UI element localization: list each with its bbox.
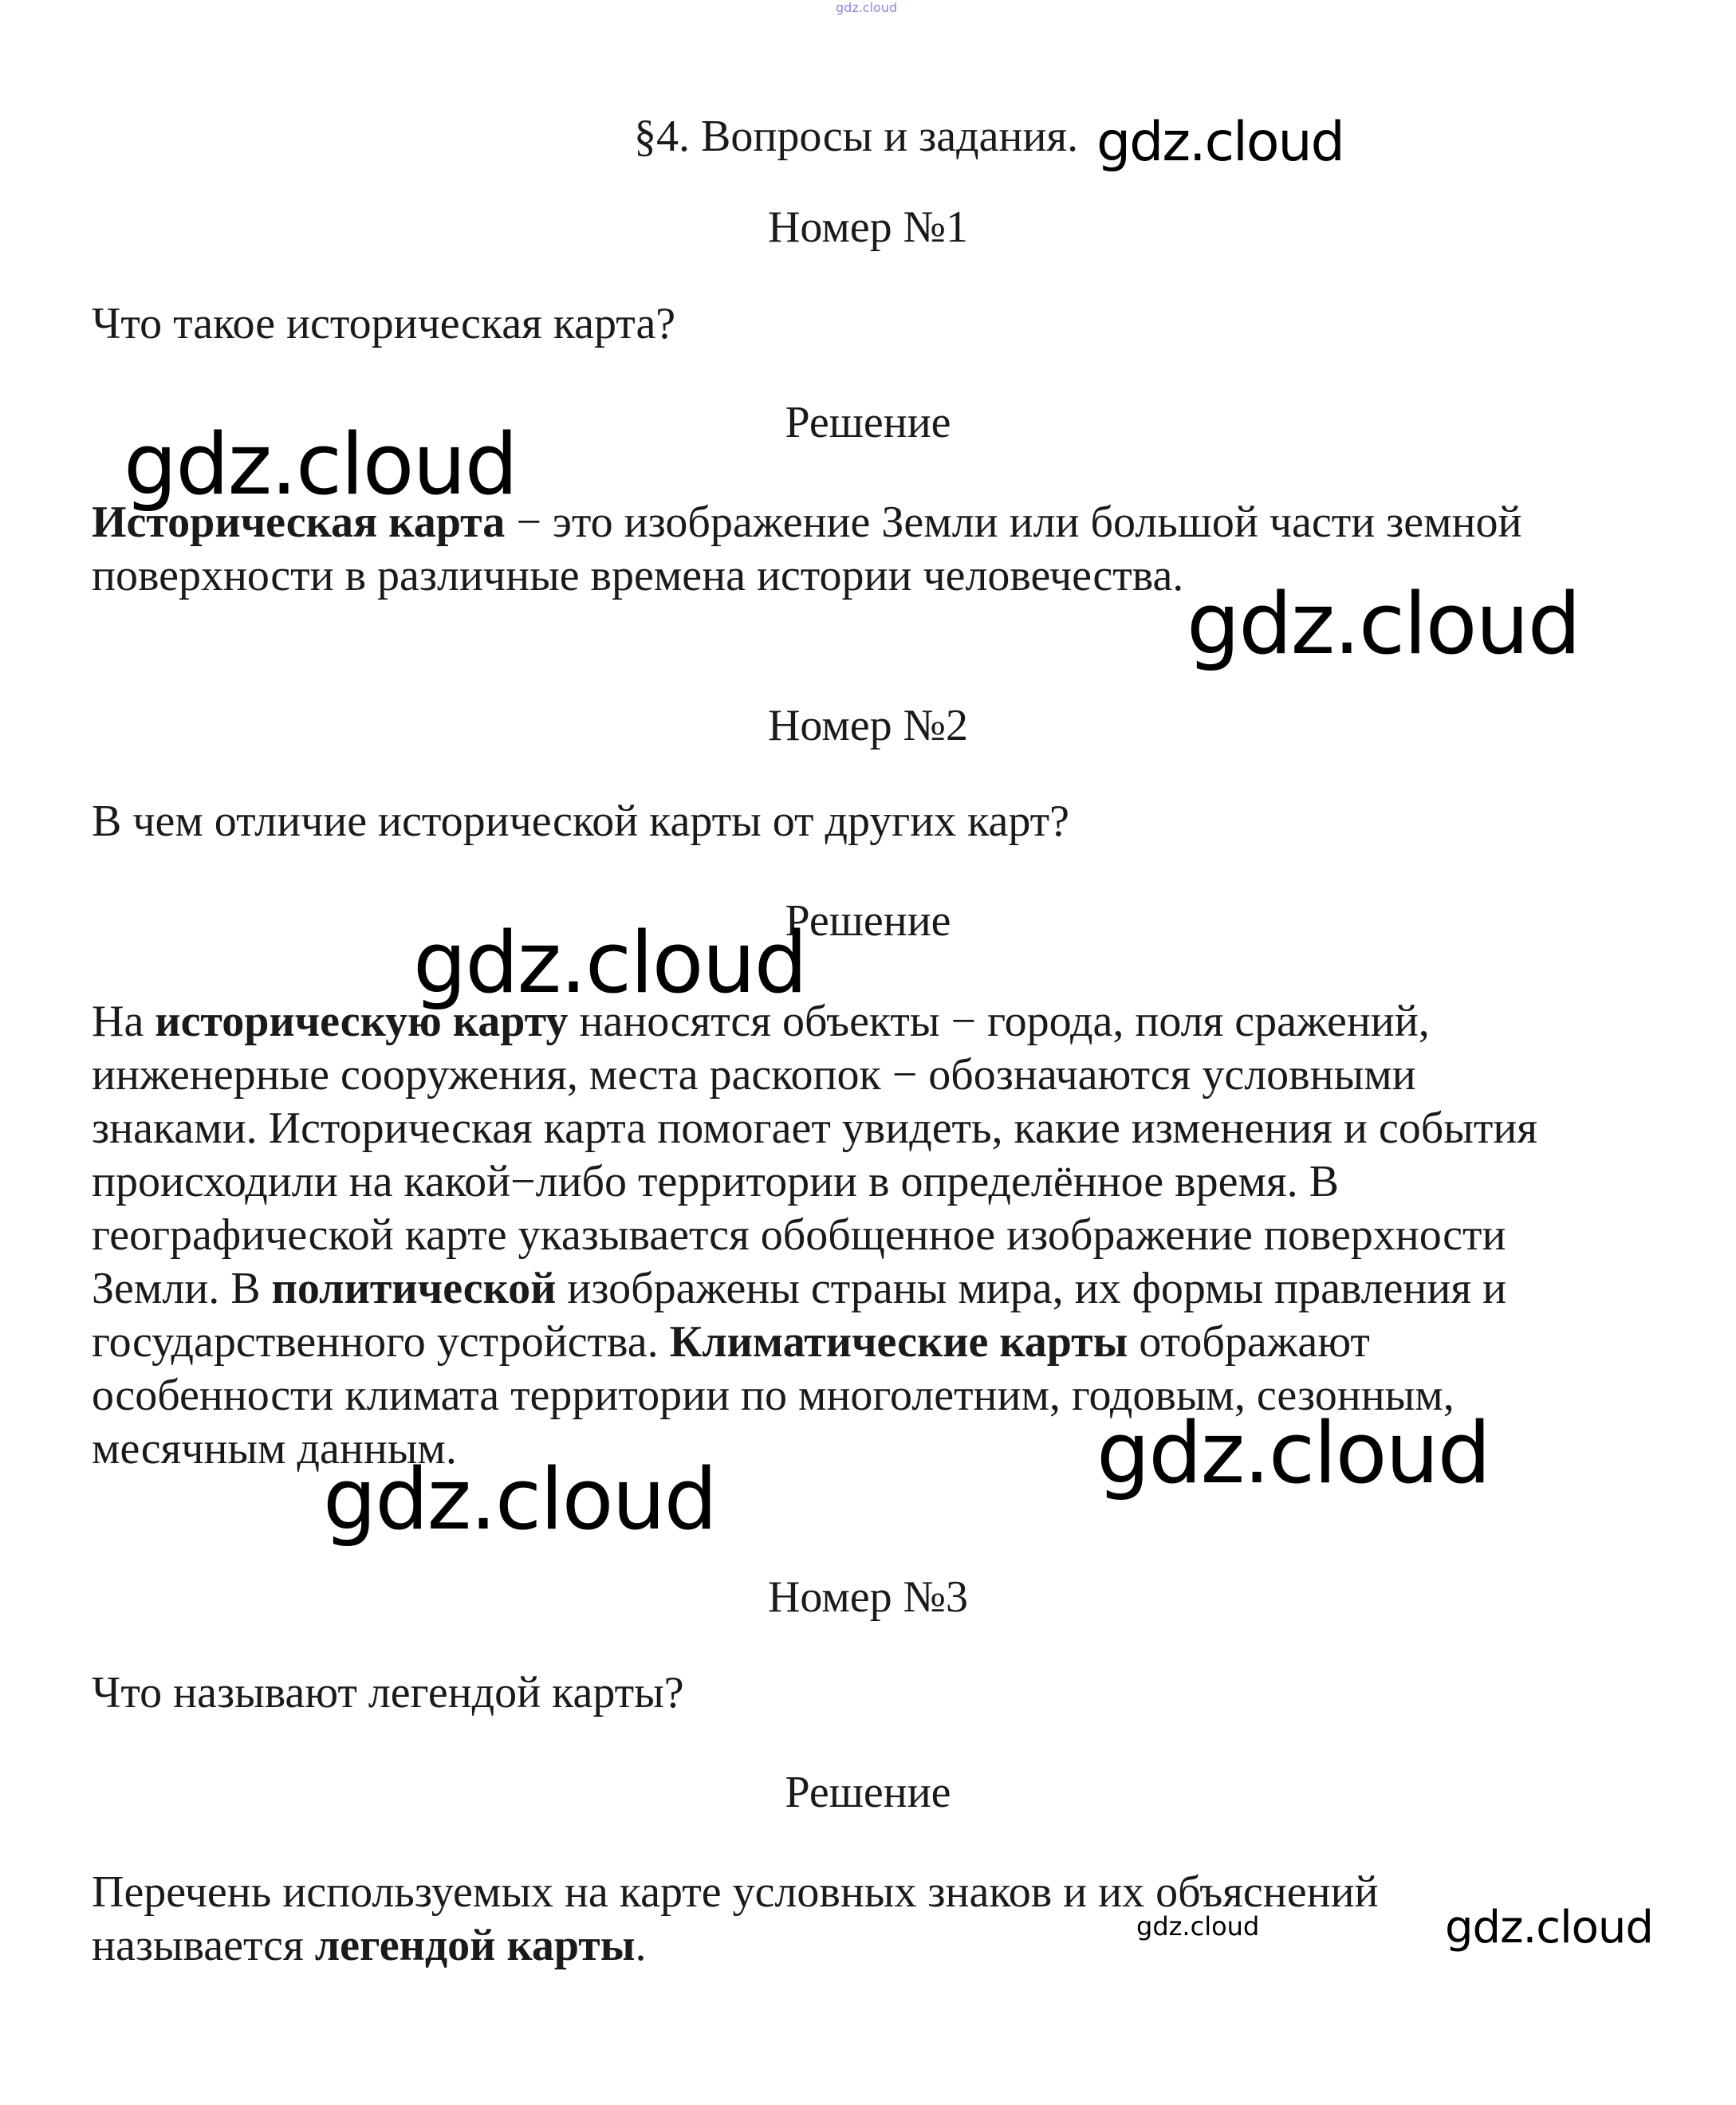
answer-text: . [635,1921,647,1970]
answer-text: Перечень используемых на карте условных знаков и их объяснений [92,1867,1379,1917]
answer-text: знаками. Историческая карта помогает увидеть, какие изменения и события [92,1104,1538,1153]
term-bold: Климатические карты [669,1317,1128,1367]
section-2-question: В чем отличие исторической карты от других карт? [92,797,1069,846]
watermark: gdz.cloud [1096,111,1344,174]
answer-text: географической карте указывается обобщенное изображение поверхности [92,1210,1506,1260]
section-1-solution-label: Решение [785,398,951,447]
term-bold: легендой карты [314,1921,636,1970]
answer-text: происходили на какой−либо территории в определённое время. В [92,1157,1340,1206]
answer-text: − это изображение Земли или большой части земной [505,498,1522,547]
section-1-question: Что такое историческая карта? [92,299,676,348]
answer-text: поверхности в различные времена истории человечества. [92,551,1184,600]
answer-text: отображают [1128,1317,1370,1367]
page-title: §4. Вопросы и задания. [634,112,1079,161]
section-3-solution-label: Решение [785,1768,951,1817]
term-bold: политической [271,1264,557,1313]
watermark-small-top: gdz.cloud [836,0,898,15]
section-3-number: Номер №3 [767,1572,969,1622]
watermark: gdz.cloud [1096,1404,1490,1502]
watermark: gdz.cloud [1445,1902,1653,1954]
section-2-solution-label: Решение [785,896,951,946]
watermark: gdz.cloud [1187,575,1580,673]
answer-text: изображены страны мира, их формы правления и [556,1264,1507,1313]
section-3-question: Что называют легендой карты? [92,1668,684,1717]
term-bold: Историческая карта [92,498,506,547]
watermark: gdz.cloud [323,1450,716,1548]
section-1-number: Номер №1 [767,203,969,252]
watermark: gdz.cloud [124,415,517,513]
answer-text: Земли. В [92,1264,272,1313]
answer-text: месячным данным. [92,1424,457,1474]
watermark: gdz.cloud [1136,1911,1260,1942]
term-bold: историческую карту [155,997,569,1046]
watermark: gdz.cloud [413,914,806,1012]
answer-text: На [92,997,155,1046]
answer-text: наносятся объекты − города, поля сражений, [568,997,1430,1046]
answer-text: особенности климата территории по многолетним, годовым, сезонным, [92,1371,1455,1420]
answer-text: государственного устройства. [92,1317,670,1367]
answer-text: инженерные сооружения, места раскопок − обозначаются условными [92,1050,1416,1100]
answer-text: называется [92,1921,315,1970]
section-2-number: Номер №2 [767,701,969,750]
